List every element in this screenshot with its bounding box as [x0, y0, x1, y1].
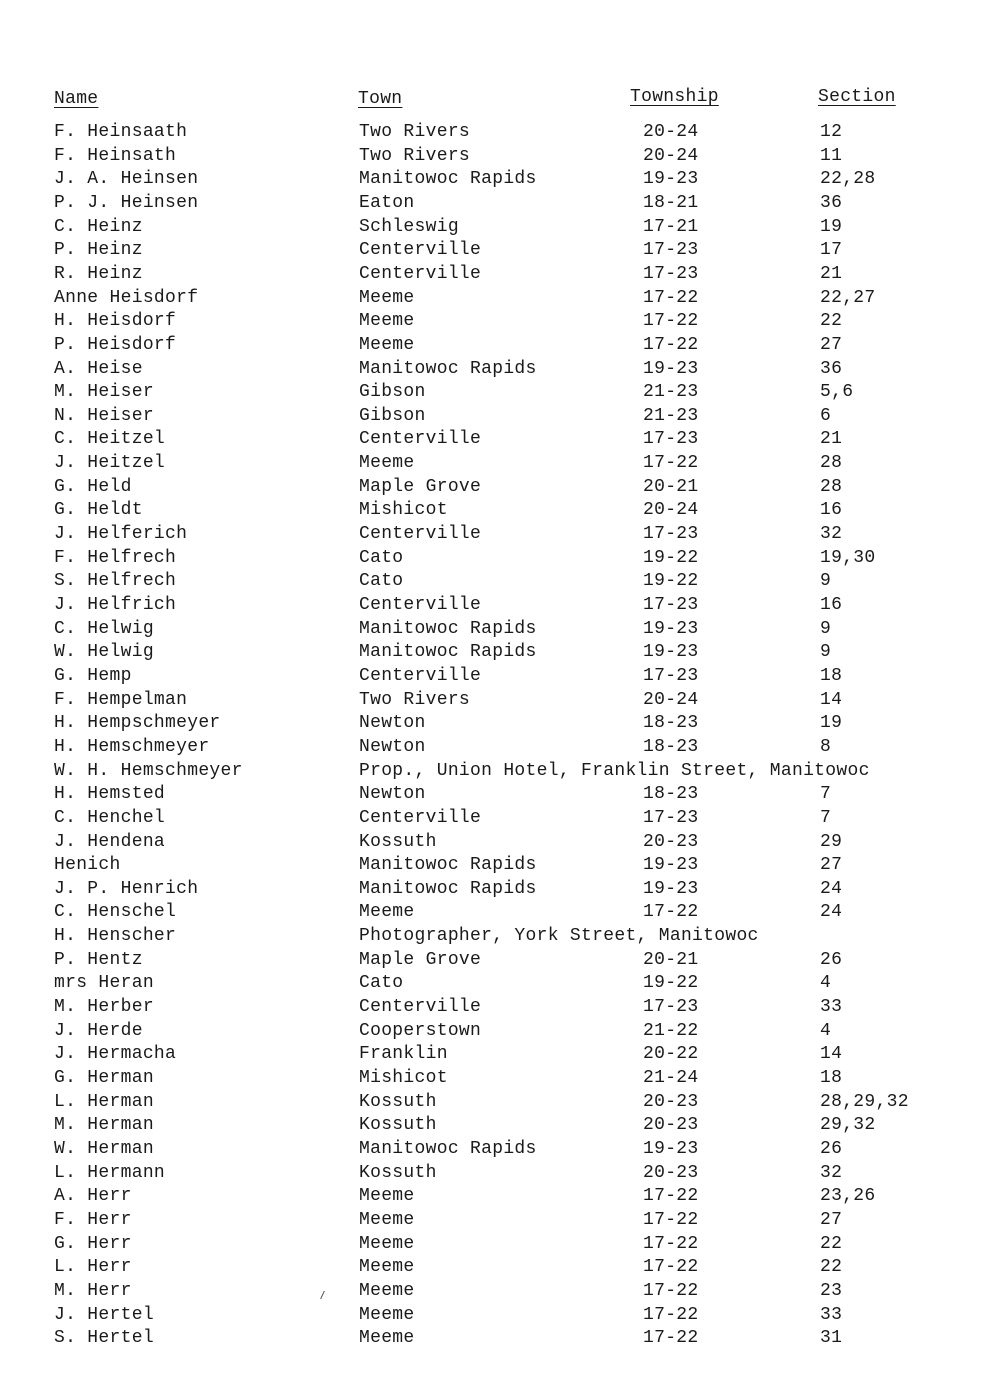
row-town: Two Rivers: [359, 146, 471, 166]
row-town: Kossuth: [359, 1163, 437, 1183]
row-town: Manitowoc Rapids: [359, 855, 537, 875]
row-name: W. Herman: [54, 1139, 154, 1159]
row-section: 29,32: [820, 1115, 876, 1135]
row-name: H. Hemsted: [54, 784, 166, 804]
row-township: 17-22: [643, 288, 699, 308]
row-section: 31: [820, 1328, 843, 1348]
row-township: 20-23: [643, 1115, 699, 1135]
row-name: mrs Heran: [54, 973, 154, 993]
row-name: S. Helfrech: [54, 571, 177, 591]
row-township: 17-22: [643, 1186, 699, 1206]
row-name: J. Helferich: [54, 524, 188, 544]
row-section: 7: [820, 784, 832, 804]
row-town: Meeme: [359, 1328, 415, 1348]
row-section: 36: [820, 193, 843, 213]
row-section: 7: [820, 808, 832, 828]
row-town: Photographer, York Street, Manitowoc: [359, 926, 759, 946]
row-town: Manitowoc Rapids: [359, 879, 537, 899]
row-section: 22,27: [820, 288, 876, 308]
row-town: Newton: [359, 784, 426, 804]
row-name: J. Herde: [54, 1021, 143, 1041]
row-name: C. Henchel: [54, 808, 166, 828]
row-section: 22: [820, 1234, 843, 1254]
row-section: 22,28: [820, 169, 876, 189]
row-name: J. P. Henrich: [54, 879, 199, 899]
row-township: 20-21: [643, 950, 699, 970]
row-name: P. Heisdorf: [54, 335, 177, 355]
row-section: 14: [820, 1044, 843, 1064]
row-township: 21-23: [643, 406, 699, 426]
row-name: W. H. Hemschmeyer: [54, 761, 243, 781]
row-township: 17-22: [643, 453, 699, 473]
row-name: G. Held: [54, 477, 132, 497]
row-name: M. Herr: [54, 1281, 132, 1301]
row-town: Centerville: [359, 429, 482, 449]
row-section: 23: [820, 1281, 843, 1301]
row-town: Eaton: [359, 193, 415, 213]
row-township: 21-24: [643, 1068, 699, 1088]
row-township: 19-22: [643, 973, 699, 993]
row-section: 27: [820, 1210, 843, 1230]
row-township: 19-23: [643, 855, 699, 875]
row-name: P. Hentz: [54, 950, 143, 970]
row-town: Cooperstown: [359, 1021, 482, 1041]
row-township: 19-23: [643, 619, 699, 639]
row-name: G. Heldt: [54, 500, 143, 520]
row-section: 24: [820, 879, 843, 899]
row-section: 27: [820, 855, 843, 875]
row-town: Cato: [359, 973, 404, 993]
row-section: 33: [820, 997, 843, 1017]
row-township: 20-24: [643, 500, 699, 520]
row-section: 19: [820, 217, 843, 237]
row-township: 20-23: [643, 1092, 699, 1112]
row-town: Newton: [359, 737, 426, 757]
row-section: 11: [820, 146, 843, 166]
row-township: 19-23: [643, 1139, 699, 1159]
row-town: Kossuth: [359, 1115, 437, 1135]
row-section: 9: [820, 619, 832, 639]
row-township: 18-23: [643, 737, 699, 757]
row-township: 19-23: [643, 169, 699, 189]
row-name: M. Herber: [54, 997, 154, 1017]
row-town: Cato: [359, 548, 404, 568]
row-section: 4: [820, 1021, 832, 1041]
row-section: 28: [820, 477, 843, 497]
row-section: 9: [820, 571, 832, 591]
row-town: Meeme: [359, 1257, 415, 1277]
row-section: 23,26: [820, 1186, 876, 1206]
row-township: 17-23: [643, 595, 699, 615]
row-township: 20-23: [643, 832, 699, 852]
row-section: 5,6: [820, 382, 854, 402]
row-township: 17-22: [643, 1328, 699, 1348]
row-township: 17-23: [643, 240, 699, 260]
row-name: Henich: [54, 855, 121, 875]
row-town: Newton: [359, 713, 426, 733]
row-town: Centerville: [359, 666, 482, 686]
row-name: N. Heiser: [54, 406, 154, 426]
row-name: W. Helwig: [54, 642, 154, 662]
row-name: R. Heinz: [54, 264, 143, 284]
row-township: 17-22: [643, 1234, 699, 1254]
row-name: F. Heinsaath: [54, 122, 188, 142]
row-name: H. Hempschmeyer: [54, 713, 221, 733]
row-town: Manitowoc Rapids: [359, 359, 537, 379]
header-name: Name: [54, 89, 99, 109]
row-section: 28,29,32: [820, 1092, 909, 1112]
row-section: 27: [820, 335, 843, 355]
row-section: 22: [820, 311, 843, 331]
row-township: 18-23: [643, 784, 699, 804]
row-town: Mishicot: [359, 1068, 448, 1088]
row-township: 17-22: [643, 902, 699, 922]
row-town: Maple Grove: [359, 950, 482, 970]
row-name: J. Heitzel: [54, 453, 166, 473]
row-section: 21: [820, 264, 843, 284]
row-section: 32: [820, 524, 843, 544]
row-town: Centerville: [359, 264, 482, 284]
row-section: 32: [820, 1163, 843, 1183]
row-town: Maple Grove: [359, 477, 482, 497]
row-name: Anne Heisdorf: [54, 288, 199, 308]
row-name: H. Henscher: [54, 926, 177, 946]
row-town: Meeme: [359, 453, 415, 473]
row-township: 18-21: [643, 193, 699, 213]
row-town: Gibson: [359, 382, 426, 402]
row-town: Mishicot: [359, 500, 448, 520]
row-town: Meeme: [359, 311, 415, 331]
header-township: Township: [630, 87, 719, 107]
row-name: C. Heitzel: [54, 429, 166, 449]
row-town: Meeme: [359, 1234, 415, 1254]
row-name: P. Heinz: [54, 240, 143, 260]
row-name: J. Hermacha: [54, 1044, 177, 1064]
row-name: L. Herr: [54, 1257, 132, 1277]
pen-mark: [320, 1291, 329, 1299]
row-town: Two Rivers: [359, 122, 471, 142]
row-section: 28: [820, 453, 843, 473]
row-town: Manitowoc Rapids: [359, 169, 537, 189]
row-town: Centerville: [359, 240, 482, 260]
row-name: G. Herman: [54, 1068, 154, 1088]
row-township: 17-22: [643, 1210, 699, 1230]
row-town: Kossuth: [359, 1092, 437, 1112]
row-town: Manitowoc Rapids: [359, 1139, 537, 1159]
row-town: Schleswig: [359, 217, 459, 237]
row-township: 19-23: [643, 879, 699, 899]
row-town: Meeme: [359, 1186, 415, 1206]
row-name: G. Herr: [54, 1234, 132, 1254]
row-township: 17-22: [643, 1305, 699, 1325]
row-section: 8: [820, 737, 832, 757]
row-name: C. Heinz: [54, 217, 143, 237]
row-town: Gibson: [359, 406, 426, 426]
row-name: C. Helwig: [54, 619, 154, 639]
row-section: 29: [820, 832, 843, 852]
row-section: 22: [820, 1257, 843, 1277]
row-section: 4: [820, 973, 832, 993]
row-township: 20-24: [643, 146, 699, 166]
row-name: G. Hemp: [54, 666, 132, 686]
row-township: 19-22: [643, 571, 699, 591]
row-town: Kossuth: [359, 832, 437, 852]
row-township: 20-22: [643, 1044, 699, 1064]
row-town: Centerville: [359, 997, 482, 1017]
row-township: 17-22: [643, 311, 699, 331]
row-name: H. Hemschmeyer: [54, 737, 210, 757]
row-section: 16: [820, 500, 843, 520]
row-township: 20-21: [643, 477, 699, 497]
row-township: 17-23: [643, 524, 699, 544]
row-section: 17: [820, 240, 843, 260]
row-town: Cato: [359, 571, 404, 591]
row-name: S. Hertel: [54, 1328, 154, 1348]
row-section: 24: [820, 902, 843, 922]
row-town: Centerville: [359, 808, 482, 828]
row-township: 17-23: [643, 808, 699, 828]
row-township: 17-23: [643, 264, 699, 284]
row-name: M. Heiser: [54, 382, 154, 402]
row-town: Meeme: [359, 902, 415, 922]
row-section: 36: [820, 359, 843, 379]
row-name: A. Herr: [54, 1186, 132, 1206]
row-town: Meeme: [359, 335, 415, 355]
row-town: Franklin: [359, 1044, 448, 1064]
row-section: 26: [820, 1139, 843, 1159]
row-name: C. Henschel: [54, 902, 177, 922]
row-section: 6: [820, 406, 832, 426]
row-town: Manitowoc Rapids: [359, 619, 537, 639]
row-name: L. Herman: [54, 1092, 154, 1112]
row-section: 18: [820, 666, 843, 686]
row-section: 18: [820, 1068, 843, 1088]
row-name: F. Helfrech: [54, 548, 177, 568]
row-name: M. Herman: [54, 1115, 154, 1135]
row-township: 17-23: [643, 666, 699, 686]
row-section: 19: [820, 713, 843, 733]
row-section: 14: [820, 690, 843, 710]
row-township: 21-23: [643, 382, 699, 402]
row-town: Prop., Union Hotel, Franklin Street, Manitowoc: [359, 761, 870, 781]
row-town: Manitowoc Rapids: [359, 642, 537, 662]
row-section: 21: [820, 429, 843, 449]
row-name: J. A. Heinsen: [54, 169, 199, 189]
row-township: 20-24: [643, 690, 699, 710]
row-name: F. Hempelman: [54, 690, 188, 710]
row-township: 17-22: [643, 1281, 699, 1301]
row-township: 19-22: [643, 548, 699, 568]
row-township: 19-23: [643, 359, 699, 379]
row-town: Two Rivers: [359, 690, 471, 710]
row-section: 26: [820, 950, 843, 970]
row-section: 9: [820, 642, 832, 662]
row-township: 18-23: [643, 713, 699, 733]
row-section: 16: [820, 595, 843, 615]
row-township: 20-23: [643, 1163, 699, 1183]
row-town: Meeme: [359, 1305, 415, 1325]
row-township: 17-21: [643, 217, 699, 237]
row-name: F. Heinsath: [54, 146, 177, 166]
row-township: 17-22: [643, 1257, 699, 1277]
row-town: Centerville: [359, 595, 482, 615]
row-town: Centerville: [359, 524, 482, 544]
row-name: P. J. Heinsen: [54, 193, 199, 213]
row-name: H. Heisdorf: [54, 311, 177, 331]
row-township: 17-23: [643, 997, 699, 1017]
row-name: J. Hendena: [54, 832, 166, 852]
row-town: Meeme: [359, 1210, 415, 1230]
row-town: Meeme: [359, 288, 415, 308]
row-section: 19,30: [820, 548, 876, 568]
row-township: 17-22: [643, 335, 699, 355]
row-township: 21-22: [643, 1021, 699, 1041]
row-name: J. Helfrich: [54, 595, 177, 615]
row-section: 33: [820, 1305, 843, 1325]
row-township: 19-23: [643, 642, 699, 662]
row-township: 17-23: [643, 429, 699, 449]
row-name: A. Heise: [54, 359, 143, 379]
row-name: F. Herr: [54, 1210, 132, 1230]
row-section: 12: [820, 122, 843, 142]
header-town: Town: [358, 89, 403, 109]
row-town: Meeme: [359, 1281, 415, 1301]
header-section: Section: [818, 87, 896, 107]
row-name: J. Hertel: [54, 1305, 154, 1325]
row-name: L. Hermann: [54, 1163, 166, 1183]
row-township: 20-24: [643, 122, 699, 142]
